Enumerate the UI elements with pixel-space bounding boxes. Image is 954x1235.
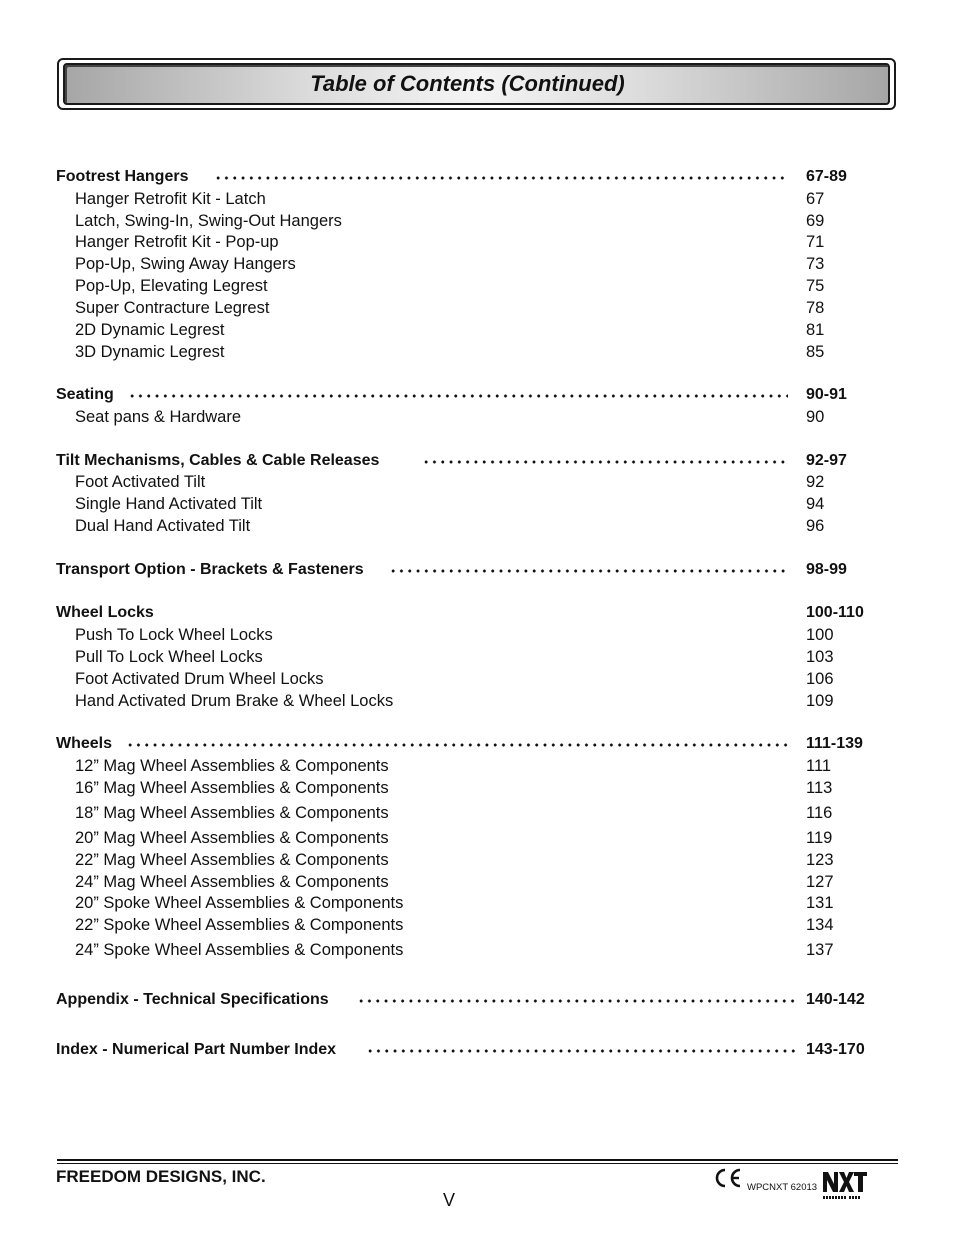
- toc-entry-title: Pull To Lock Wheel Locks: [75, 648, 263, 666]
- toc-entry-title: Latch, Swing-In, Swing-Out Hangers: [75, 212, 342, 230]
- toc-entry-row: [56, 778, 876, 798]
- toc-section-title: Seating: [56, 386, 114, 403]
- footer-rule-thin: [57, 1163, 898, 1164]
- dot-leader: [357, 999, 795, 1003]
- toc-page-number: 96: [806, 517, 825, 535]
- toc-entry-title: Hand Activated Drum Brake & Wheel Locks: [75, 692, 394, 710]
- toc-entry-title: Super Contracture Legrest: [75, 299, 270, 317]
- toc-page-number: 90: [806, 408, 825, 426]
- toc-entry-row: [56, 625, 876, 645]
- toc-entry-title: Foot Activated Drum Wheel Locks: [75, 670, 324, 688]
- toc-entry-title: Hanger Retrofit Kit - Latch: [75, 190, 266, 208]
- toc-page-number: 127: [806, 873, 834, 891]
- toc-page-number: 137: [806, 941, 834, 959]
- toc-entry-row: [56, 276, 876, 296]
- toc-section-title: Wheels: [56, 735, 113, 752]
- toc-page-number: 75: [806, 277, 825, 295]
- dot-leader: [214, 176, 788, 180]
- toc-section-title: Wheel Locks: [56, 604, 154, 621]
- toc-entry-title: 2D Dynamic Legrest: [75, 321, 225, 339]
- toc-entry-row: [56, 407, 876, 427]
- toc-page-number: 113: [806, 779, 833, 797]
- company-name: FREEDOM DESIGNS, INC.: [56, 1167, 266, 1186]
- toc-entry-title: 18” Mag Wheel Assemblies & Components: [75, 804, 389, 822]
- toc-page-number: 67: [806, 190, 825, 208]
- toc-entry-row: [56, 211, 876, 231]
- toc-page-number: 140-142: [806, 991, 865, 1008]
- toc-entry-row: [56, 691, 876, 711]
- toc-entry-title: Pop-Up, Elevating Legrest: [75, 277, 268, 295]
- toc-entry-title: 24” Mag Wheel Assemblies & Components: [75, 873, 389, 891]
- toc-section-title: Index - Numerical Part Number Index: [56, 1041, 337, 1058]
- ce-mark-icon: [713, 1167, 743, 1189]
- toc-entry-row: [56, 232, 876, 252]
- footer-rule: [57, 1159, 898, 1161]
- toc-entry-title: Push To Lock Wheel Locks: [75, 626, 273, 644]
- toc-entry-title: Hanger Retrofit Kit - Pop-up: [75, 233, 279, 251]
- toc-entry-row: [56, 828, 876, 848]
- toc-page-number: 143-170: [806, 1041, 865, 1058]
- toc-page-number: 109: [806, 692, 834, 710]
- toc-section-row: [56, 1040, 876, 1060]
- toc-page-number: 123: [806, 851, 834, 869]
- toc-entry-title: 20” Spoke Wheel Assemblies & Components: [75, 894, 404, 912]
- toc-entry-title: 22” Spoke Wheel Assemblies & Components: [75, 916, 404, 934]
- toc-section-row: [56, 990, 876, 1010]
- toc-entry-row: [56, 342, 876, 362]
- toc-page-number: 106: [806, 670, 834, 688]
- toc-section-title: Tilt Mechanisms, Cables & Cable Releases: [56, 452, 380, 469]
- dot-leader: [128, 394, 788, 398]
- toc-entry-title: Pop-Up, Swing Away Hangers: [75, 255, 296, 273]
- dot-leader: [389, 569, 785, 573]
- toc-section-row: [56, 603, 876, 623]
- toc-page-number: 111: [806, 757, 832, 775]
- toc-section-row: [56, 451, 876, 471]
- nxt-logo: [822, 1170, 868, 1202]
- toc-section-row: [56, 167, 876, 187]
- toc-section-title: Footrest Hangers: [56, 168, 189, 185]
- toc-page-number: 92: [806, 473, 825, 491]
- toc-entry-title: Dual Hand Activated Tilt: [75, 517, 251, 535]
- toc-entry-row: [56, 254, 876, 274]
- toc-entry-row: [56, 472, 876, 492]
- toc-page-number: 73: [806, 255, 825, 273]
- toc-page-number: 103: [806, 648, 834, 666]
- toc-page-number: 116: [806, 804, 833, 822]
- toc-entry-title: Seat pans & Hardware: [75, 408, 242, 426]
- toc-section-row: [56, 734, 876, 754]
- toc-entry-row: [56, 872, 876, 892]
- toc-page-number: 90-91: [806, 386, 847, 403]
- toc-page-number: 98-99: [806, 561, 847, 578]
- toc-entry-title: 12” Mag Wheel Assemblies & Components: [75, 757, 389, 775]
- toc-section-row: [56, 560, 876, 580]
- toc-entry-row: [56, 298, 876, 318]
- toc-section-title: Transport Option - Brackets & Fasteners: [56, 561, 364, 578]
- toc-page-number: 111-139: [806, 735, 863, 752]
- toc-page-number: 134: [806, 916, 834, 934]
- toc-page-number: 81: [806, 321, 825, 339]
- toc-page-number: 100-110: [806, 604, 864, 621]
- toc-entry-row: [56, 320, 876, 340]
- toc-page-number: 67-89: [806, 168, 847, 185]
- toc-entry-row: [56, 940, 876, 960]
- toc-page-number: 119: [806, 829, 833, 847]
- page-title: Table of Contents (Continued): [310, 71, 625, 96]
- toc-page-number: 92-97: [806, 452, 847, 469]
- toc-page-number: 85: [806, 343, 825, 361]
- toc-page-number: 94: [806, 495, 825, 513]
- toc-entry-title: 20” Mag Wheel Assemblies & Components: [75, 829, 389, 847]
- toc-entry-title: Single Hand Activated Tilt: [75, 495, 263, 513]
- dot-leader: [366, 1049, 795, 1053]
- dot-leader: [126, 743, 788, 747]
- toc-entry-row: [56, 756, 876, 776]
- toc-entry-row: [56, 803, 876, 823]
- toc-entry-row: [56, 915, 876, 935]
- toc-entry-row: [56, 516, 876, 536]
- toc-page-number: 69: [806, 212, 825, 230]
- document-code: WPCNXT 62013: [747, 1182, 818, 1193]
- toc-entry-title: 3D Dynamic Legrest: [75, 343, 225, 361]
- toc-entry-row: [56, 669, 876, 689]
- toc-entry-row: [56, 850, 876, 870]
- toc-entry-title: 24” Spoke Wheel Assemblies & Components: [75, 941, 404, 959]
- toc-page-number: 71: [806, 233, 825, 251]
- toc-entry-row: [56, 893, 876, 913]
- toc-entry-title: 22” Mag Wheel Assemblies & Components: [75, 851, 389, 869]
- toc-entry-title: Foot Activated Tilt: [75, 473, 206, 491]
- toc-entry-row: [56, 189, 876, 209]
- toc-page-number: 78: [806, 299, 825, 317]
- dot-leader: [422, 460, 788, 464]
- toc-section-title: Appendix - Technical Specifications: [56, 991, 329, 1008]
- toc-section-row: [56, 385, 876, 405]
- page-number: V: [443, 1190, 456, 1210]
- toc-entry-row: [56, 494, 876, 514]
- toc-page-number: 131: [806, 894, 834, 912]
- toc-entry-row: [56, 647, 876, 667]
- toc-entry-title: 16” Mag Wheel Assemblies & Components: [75, 779, 389, 797]
- toc-page-number: 100: [806, 626, 834, 644]
